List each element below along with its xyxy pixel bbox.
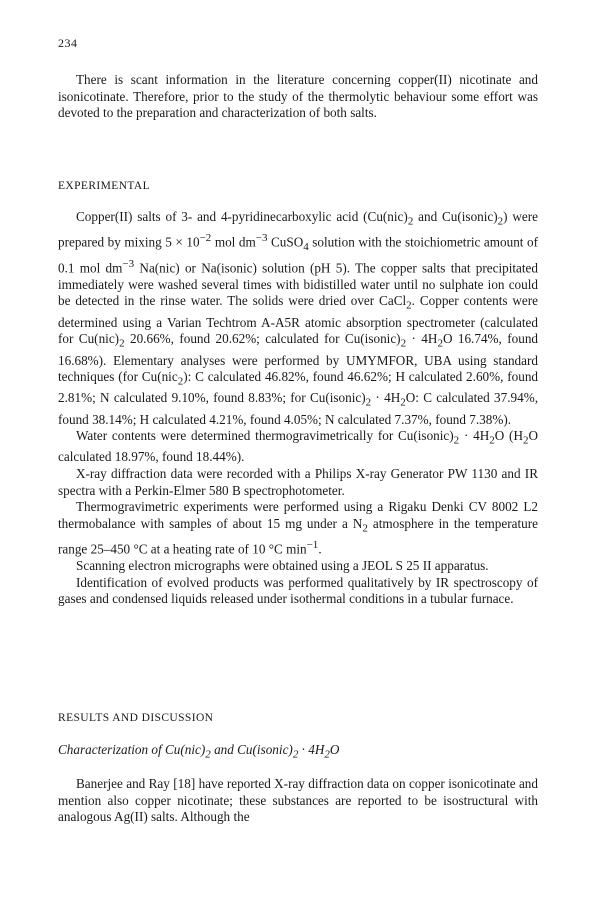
intro-paragraph: There is scant information in the literature concerning copper(II) nicotinate and isonicotinate. Therefore, prior to the study of the thermolytic behaviour some effort was devoted to the preparation and characterization of both salts. [58, 72, 538, 121]
experimental-paragraph-4: Thermogravimetric experiments were performed using a Rigaku Denki CV 8002 L2 thermobalance with samples of about 15 mg under a $N_2$ atmosphere in the temperature range 25–450 °C at a heating rate of 10 °C $\min^{-1}$. [58, 499, 538, 557]
experimental-paragraph-3: X-ray diffraction data were recorded with a Philips X-ray Generator PW 1130 and IR spectra with a Perkin-Elmer 580 B spectrophotometer. [58, 465, 538, 498]
results-paragraph-1: Banerjee and Ray [18] have reported X-ray diffraction data on copper isonicotinate and mention also copper nicotinate; these substances are reported to be isostructural with analogous Ag(II) salts. Although the [58, 776, 538, 825]
results-heading: RESULTS AND DISCUSSION [58, 712, 214, 724]
results-subheading: Characterization of $Cu(nic)_2$ and $Cu(isonic)_2 \cdot 4H_2O$ [58, 742, 340, 761]
experimental-paragraph-1: Copper(II) salts of 3- and 4-pyridinecarboxylic acid ($Cu(nic)_2$ and $Cu(isonic)_2$) were prepared by mixing $5 \times 10^{-2}$ mol $dm^{-3}$ CuSO$_4$ solution with the stoichiometric amount of 0.1 mol $dm^{-3}$ Na(nic) or Na(isonic) solution (pH 5). The copper salts that precipitated immediately were washed several times with bidistilled water until no sulphate ion could be detected in the rinse water. The solids were dried over CaCl$_2$. Copper contents were determined using a Varian Techtrom A-A5R atomic absorption spectrometer (calculated for $Cu(nic)_2$ 20.66%, found 20.62%; calculated for $Cu(isonic)_2 \cdot 4H_2O$ 16.74%, found 16.68%). Elementary analyses were performed by UMYMFOR, UBA using standard techniques (for Cu(nic$_2$): C calculated 46.82%, found 46.62%; H calculated 2.60%, found 2.81%; N calculated 9.10%, found 8.83%; for $Cu(isonic)_2 \cdot 4H_2O$: C calculated 37.94%, found 38.14%; H calculated 4.21%, found 4.05%; N calculated 7.37%, found 7.38%). [58, 209, 539, 427]
experimental-paragraph-5: Scanning electron micrographs were obtained using a JEOL S 25 II apparatus. [76, 557, 489, 573]
experimental-heading: EXPERIMENTAL [58, 180, 151, 192]
experimental-body [58, 209, 538, 608]
experimental-paragraph-6: Identification of evolved products was performed qualitatively by IR spectroscopy of gases and condensed liquids released under isothermal conditions in a tubular furnace. [58, 574, 538, 607]
results-body [58, 776, 538, 826]
page-number: 234 [58, 36, 78, 50]
experimental-paragraph-2: Water contents were determined thermogravimetrically for $Cu(isonic)_2 \cdot 4H_2O$ ($H_2O$ calculated 18.97%, found 18.44%). [58, 428, 538, 465]
